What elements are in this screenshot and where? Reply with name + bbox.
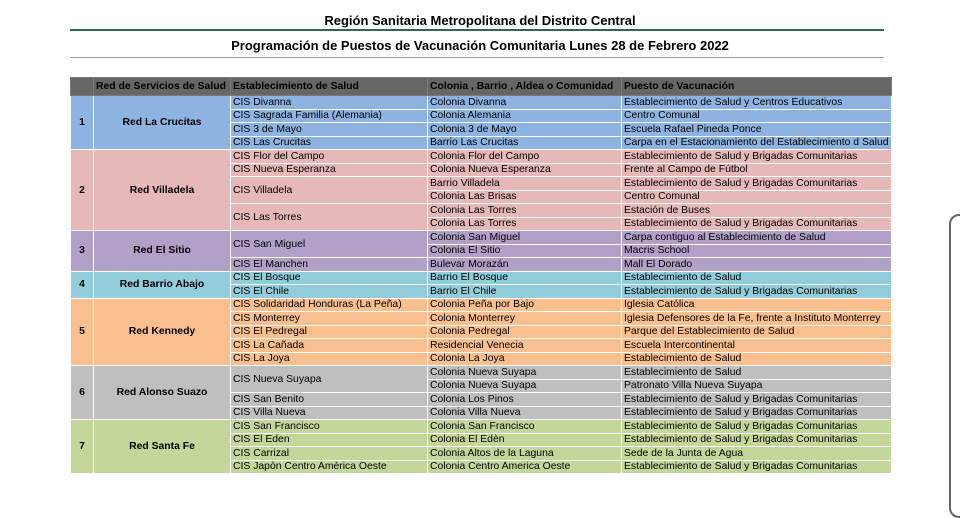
red-number: 4: [71, 271, 94, 298]
establecimiento-cell: CIS Villadela: [231, 177, 428, 204]
establecimiento-cell: CIS El Manchen: [231, 258, 428, 272]
puesto-cell: Iglesia Católica: [622, 298, 892, 312]
puesto-cell: Iglesia Defensores de la Fe, frente a Instituto Monterrey: [622, 312, 892, 326]
colonia-cell: Bulevar Morazán: [428, 258, 622, 272]
establecimiento-cell: CIS Flor del Campo: [231, 150, 428, 164]
colonia-cell: Colonia Altos de la Laguna: [428, 447, 622, 461]
puesto-cell: Patronato Villa Nueva Suyapa: [622, 379, 892, 393]
puesto-cell: Parque del Establecimiento de Salud: [622, 325, 892, 339]
puesto-cell: Carpa en el Estacionamiento del Establecimiento d Salud: [622, 136, 892, 150]
table-row: [71, 298, 892, 312]
column-header-number: [71, 78, 94, 96]
column-header-red: Red de Servicios de Salud: [94, 78, 231, 96]
colonia-cell: Colonia Flor del Campo: [428, 150, 622, 164]
red-number: 6: [71, 366, 94, 420]
establecimiento-cell: CIS San Miguel: [231, 231, 428, 258]
establecimiento-cell: CIS San Benito: [231, 393, 428, 407]
column-header-establecimiento: Establecimiento de Salud: [231, 78, 428, 96]
red-number: 5: [71, 298, 94, 366]
establecimiento-cell: CIS 3 de Mayo: [231, 123, 428, 137]
red-name: Red Barrio Abajo: [94, 271, 231, 298]
adjacent-photo-frame-edge: [949, 214, 960, 518]
report-title: Región Sanitaria Metropolitana del Distrito Central: [324, 13, 636, 28]
puesto-cell: Establecimiento de Salud: [622, 352, 892, 366]
puesto-cell: Centro Comunal: [622, 109, 892, 123]
colonia-cell: Colonia El Edèn: [428, 433, 622, 447]
puesto-cell: Frente al Campo de Fútbol: [622, 163, 892, 177]
table-row: [71, 150, 892, 164]
establecimiento-cell: CIS Las Crucitas: [231, 136, 428, 150]
establecimiento-cell: CIS La Cañada: [231, 339, 428, 353]
establecimiento-cell: CIS Sagrada Familia (Alemania): [231, 109, 428, 123]
puesto-cell: Carpa contiguo al Establecimiento de Salud: [622, 231, 892, 245]
puesto-cell: Establecimiento de Salud: [622, 366, 892, 380]
establecimiento-cell: CIS Monterrey: [231, 312, 428, 326]
puesto-cell: Establecimiento de Salud: [622, 271, 892, 285]
puesto-cell: Establecimiento de Salud y Brigadas Comunitarias: [622, 393, 892, 407]
vaccination-schedule-table: [70, 77, 892, 474]
establecimiento-cell: CIS Solidaridad Honduras (La Peña): [231, 298, 428, 312]
colonia-cell: Colonia Nueva Esperanza: [428, 163, 622, 177]
colonia-cell: Colonia Las Torres: [428, 204, 622, 218]
puesto-cell: Establecimiento de Salud y Brigadas Comunitarias: [622, 420, 892, 434]
title-divider: [70, 29, 884, 31]
puesto-cell: Estación de Buses: [622, 204, 892, 218]
table-row: [71, 366, 892, 380]
colonia-cell: Colonia Nueva Suyapa: [428, 379, 622, 393]
colonia-cell: Barrio El Bosque: [428, 271, 622, 285]
establecimiento-cell: CIS Nueva Esperanza: [231, 163, 428, 177]
colonia-cell: Barrio El Chile: [428, 285, 622, 299]
table-body: [71, 96, 892, 474]
table-row: [71, 271, 892, 285]
colonia-cell: Residencial Venecia: [428, 339, 622, 353]
table-row: [71, 420, 892, 434]
red-number: 3: [71, 231, 94, 272]
colonia-cell: Colonia Monterrey: [428, 312, 622, 326]
establecimiento-cell: CIS Japòn Centro Amèrica Oeste: [231, 460, 428, 474]
puesto-cell: Establecimiento de Salud y Brigadas Comunitarias: [622, 217, 892, 231]
table-header-row: [71, 78, 892, 96]
red-number: 2: [71, 150, 94, 231]
colonia-cell: Colonia Alemania: [428, 109, 622, 123]
column-header-puesto: Puesto de Vacunación: [622, 78, 892, 96]
establecimiento-cell: CIS Villa Nueva: [231, 406, 428, 420]
colonia-cell: Colonia Divanna: [428, 96, 622, 110]
colonia-cell: Colonia San Miguel: [428, 231, 622, 245]
establecimiento-cell: CIS El Pedregal: [231, 325, 428, 339]
colonia-cell: Colonia Los Pinos: [428, 393, 622, 407]
puesto-cell: Establecimiento de Salud y Centros Educativos: [622, 96, 892, 110]
puesto-cell: Establecimiento de Salud y Brigadas Comunitarias: [622, 406, 892, 420]
colonia-cell: Colonia Centro America Oeste: [428, 460, 622, 474]
puesto-cell: Mall El Dorado: [622, 258, 892, 272]
puesto-cell: Establecimiento de Salud y Brigadas Comunitarias: [622, 285, 892, 299]
establecimiento-cell: CIS Carrizal: [231, 447, 428, 461]
red-name: Red La Crucitas: [94, 96, 231, 150]
establecimiento-cell: CIS Nueva Suyapa: [231, 366, 428, 393]
puesto-cell: Establecimiento de Salud y Brigadas Comunitarias: [622, 433, 892, 447]
colonia-cell: Colonia Las Brisas: [428, 190, 622, 204]
colonia-cell: Colonia Las Torres: [428, 217, 622, 231]
colonia-cell: Barrio Las Crucitas: [428, 136, 622, 150]
subtitle-divider: [70, 57, 884, 58]
red-name: Red Alonso Suazo: [94, 366, 231, 420]
puesto-cell: Establecimiento de Salud y Brigadas Comunitarias: [622, 460, 892, 474]
establecimiento-cell: CIS Las Torres: [231, 204, 428, 231]
report-subtitle: Programación de Puestos de Vacunación Comunitaria Lunes 28 de Febrero 2022: [231, 38, 729, 53]
colonia-cell: Colonia Pedregal: [428, 325, 622, 339]
colonia-cell: Colonia Villa Nueva: [428, 406, 622, 420]
colonia-cell: Colonia Nueva Suyapa: [428, 366, 622, 380]
red-name: Red Kennedy: [94, 298, 231, 366]
puesto-cell: Establecimiento de Salud y Brigadas Comunitarias: [622, 150, 892, 164]
puesto-cell: Macris School: [622, 244, 892, 258]
red-number: 1: [71, 96, 94, 150]
colonia-cell: Colonia San Francisco: [428, 420, 622, 434]
puesto-cell: Escuela Intercontinental: [622, 339, 892, 353]
colonia-cell: Colonia 3 de Mayo: [428, 123, 622, 137]
establecimiento-cell: CIS San Francisco: [231, 420, 428, 434]
establecimiento-cell: CIS Divanna: [231, 96, 428, 110]
establecimiento-cell: CIS El Chile: [231, 285, 428, 299]
red-name: Red Santa Fe: [94, 420, 231, 474]
colonia-cell: Colonia La Joya: [428, 352, 622, 366]
puesto-cell: Establecimiento de Salud y Brigadas Comunitarias: [622, 177, 892, 191]
puesto-cell: Sede de la Junta de Agua: [622, 447, 892, 461]
red-name: Red El Sitio: [94, 231, 231, 272]
column-header-colonia: Colonia , Barrio , Aldea o Comunidad: [428, 78, 622, 96]
establecimiento-cell: CIS La Joya: [231, 352, 428, 366]
colonia-cell: Barrio Villadela: [428, 177, 622, 191]
puesto-cell: Escuela Rafael Pineda Ponce: [622, 123, 892, 137]
establecimiento-cell: CIS El Bosque: [231, 271, 428, 285]
red-number: 7: [71, 420, 94, 474]
puesto-cell: Centro Comunal: [622, 190, 892, 204]
table-row: [71, 231, 892, 245]
colonia-cell: Colonia Peña por Bajo: [428, 298, 622, 312]
red-name: Red Villadela: [94, 150, 231, 231]
table-row: [71, 96, 892, 110]
establecimiento-cell: CIS El Eden: [231, 433, 428, 447]
colonia-cell: Colonia El Sitio: [428, 244, 622, 258]
